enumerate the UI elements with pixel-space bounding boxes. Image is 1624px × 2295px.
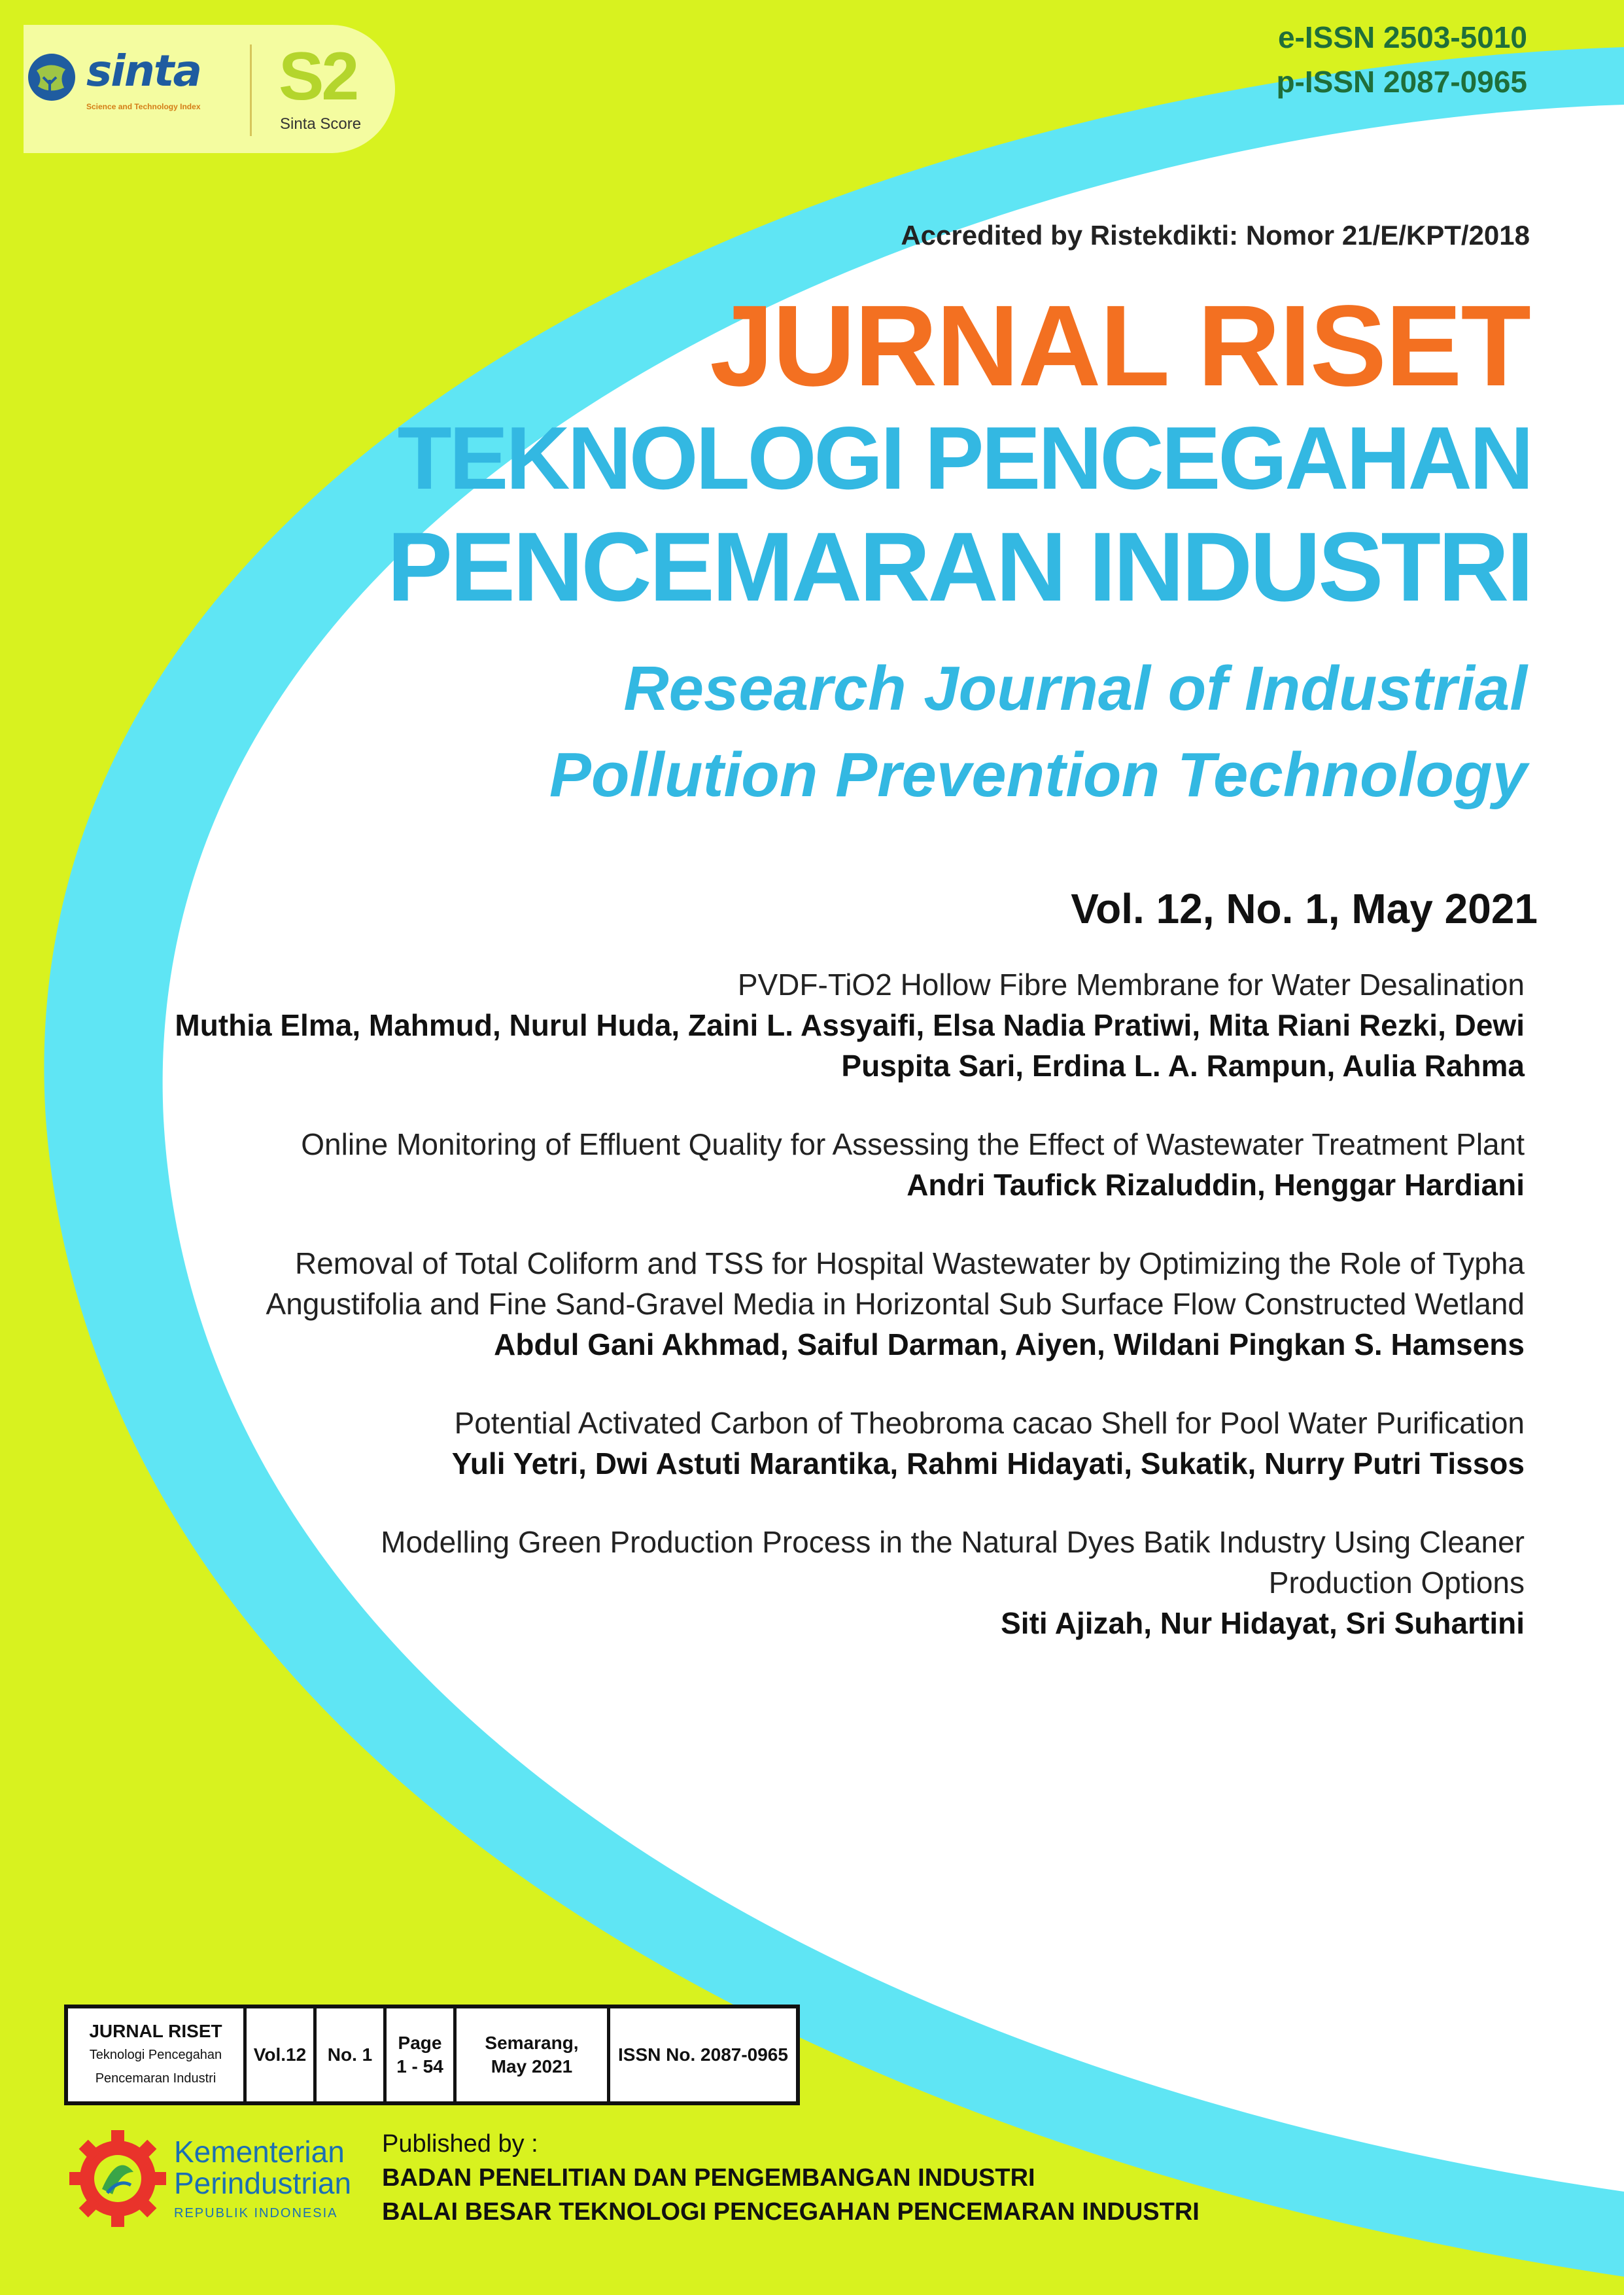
page-label: Page bbox=[398, 2033, 442, 2053]
page-range: 1 - 54 bbox=[396, 2056, 443, 2076]
article-authors: Puspita Sari, Erdina L. A. Rampun, Aulia Rahma bbox=[841, 1049, 1525, 1083]
sinta-tagline: Science and Technology Index bbox=[86, 102, 201, 111]
issue-label: Vol. 12, No. 1, May 2021 bbox=[1071, 885, 1538, 932]
article-title: Potential Activated Carbon of Theobroma cacao Shell for Pool Water Purification bbox=[454, 1406, 1525, 1440]
article-title: PVDF-TiO2 Hollow Fibre Membrane for Water Desalination bbox=[737, 968, 1525, 1002]
globe-icon bbox=[24, 51, 80, 103]
article-authors: Yuli Yetri, Dwi Astuti Marantika, Rahmi Hidayati, Sukatik, Nurry Putri Tissos bbox=[451, 1446, 1525, 1480]
article-title: Online Monitoring of Effluent Quality for Assessing the Effect of Wastewater Treatment Plant bbox=[301, 1127, 1525, 1161]
article-title: Modelling Green Production Process in the Natural Dyes Batik Industry Using Cleaner bbox=[381, 1525, 1525, 1559]
english-subtitle-line-1: Research Journal of Industrial bbox=[623, 654, 1527, 724]
article-authors: Siti Ajizah, Nur Hidayat, Sri Suhartini bbox=[1001, 1606, 1525, 1640]
publication-place: Semarang, bbox=[485, 2033, 579, 2053]
volume-cell: Vol.12 bbox=[245, 2006, 315, 2103]
article-item bbox=[86, 964, 1525, 1086]
ministry-name-line-1: Kementerian bbox=[174, 2135, 345, 2169]
badge-divider bbox=[250, 44, 252, 136]
journal-name-sub: Teknologi Pencegahan bbox=[89, 2048, 222, 2062]
journal-title-line-2: TEKNOLOGI PENCEGAHAN bbox=[397, 408, 1531, 508]
journal-name: JURNAL RISET bbox=[89, 2021, 222, 2041]
article-item bbox=[86, 1124, 1525, 1205]
publication-date: May 2021 bbox=[491, 2056, 573, 2076]
page-cell bbox=[385, 2006, 455, 2103]
number-cell: No. 1 bbox=[315, 2006, 385, 2103]
article-title: Removal of Total Coliform and TSS for Hospital Wastewater by Optimizing the Role of Typha bbox=[294, 1246, 1525, 1280]
accreditation-note: Accredited by Ristekdikti: Nomor 21/E/KPT/2018 bbox=[901, 220, 1530, 251]
journal-title-line-1: JURNAL RISET bbox=[710, 282, 1530, 410]
p-issn: p-ISSN 2087-0965 bbox=[1276, 65, 1527, 99]
journal-info-table bbox=[64, 2005, 800, 2105]
sinta-badge bbox=[24, 25, 395, 153]
english-subtitle-line-2: Pollution Prevention Technology bbox=[549, 740, 1527, 810]
publisher-line-2: BALAI BESAR TEKNOLOGI PENCEGAHAN PENCEMARAN INDUSTRI bbox=[382, 2198, 1200, 2226]
sinta-score-label: Sinta Score bbox=[280, 115, 362, 133]
ministry-country: REPUBLIK INDONESIA bbox=[174, 2206, 338, 2220]
article-item bbox=[86, 1243, 1525, 1365]
ministry-gear-logo-icon bbox=[65, 2126, 170, 2231]
published-by-label: Published by : bbox=[382, 2130, 538, 2158]
article-authors: Abdul Gani Akhmad, Saiful Darman, Aiyen, Wildani Pingkan S. Hamsens bbox=[494, 1327, 1525, 1361]
e-issn: e-ISSN 2503-5010 bbox=[1277, 20, 1527, 54]
article-title: Production Options bbox=[1268, 1566, 1525, 1600]
place-date-cell bbox=[455, 2006, 609, 2103]
article-item bbox=[86, 1522, 1525, 1643]
sinta-wordmark: sinta bbox=[86, 46, 201, 96]
sinta-score-value: S2 bbox=[279, 39, 357, 114]
journal-name-cell bbox=[66, 2006, 245, 2103]
journal-title-line-3: PENCEMARAN INDUSTRI bbox=[387, 512, 1531, 622]
article-list bbox=[86, 964, 1525, 1681]
article-authors: Muthia Elma, Mahmud, Nurul Huda, Zaini L. Assyaifi, Elsa Nadia Pratiwi, Mita Riani Rezki, Dewi bbox=[175, 1008, 1525, 1042]
article-authors: Andri Taufick Rizaluddin, Henggar Hardiani bbox=[907, 1168, 1525, 1202]
journal-name-sub: Pencemaran Industri bbox=[95, 2071, 216, 2086]
article-item bbox=[86, 1403, 1525, 1484]
publisher-line-1: BADAN PENELITIAN DAN PENGEMBANGAN INDUSTRI bbox=[382, 2164, 1035, 2192]
article-title: Angustifolia and Fine Sand-Gravel Media in Horizontal Sub Surface Flow Constructed Wetland bbox=[266, 1287, 1525, 1321]
issn-cell: ISSN No. 2087-0965 bbox=[609, 2006, 799, 2103]
ministry-name-line-2: Perindustrian bbox=[174, 2166, 352, 2200]
